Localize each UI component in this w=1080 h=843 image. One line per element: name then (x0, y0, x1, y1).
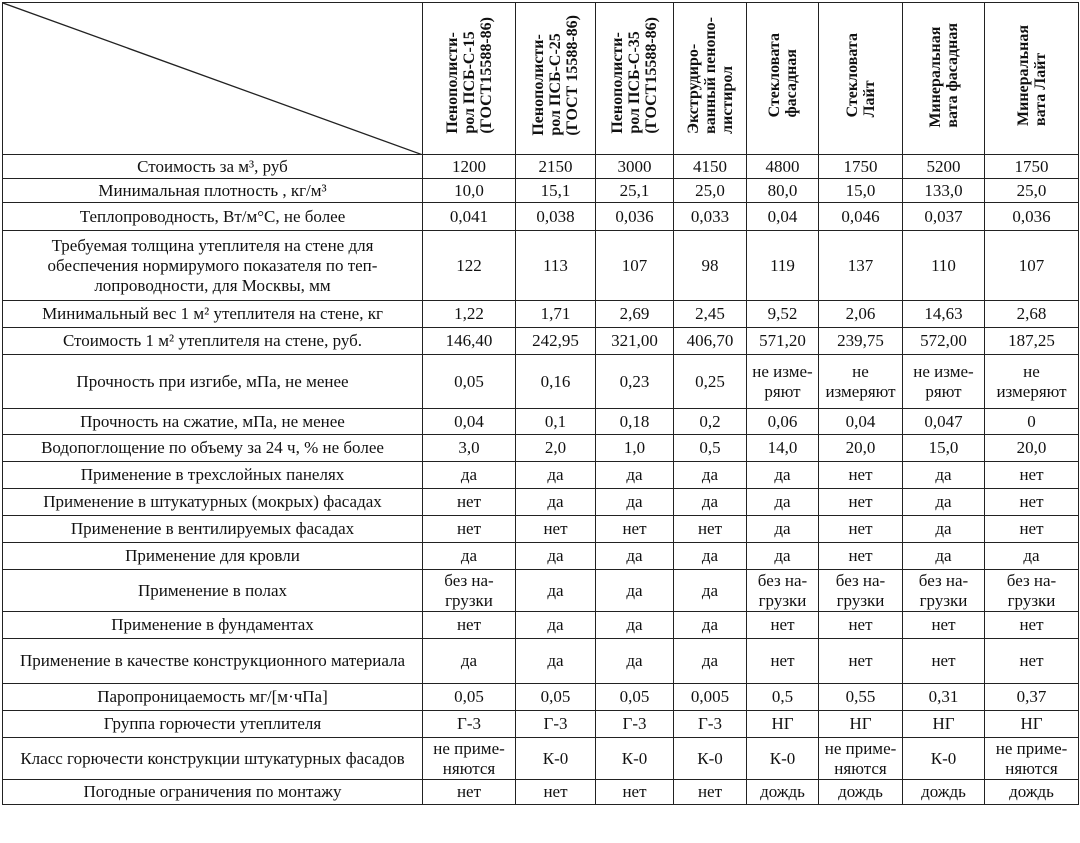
table-cell: К-0 (747, 738, 819, 780)
table-cell: нет (423, 780, 516, 805)
table-cell: нет (819, 516, 903, 543)
table-body (3, 155, 1079, 805)
column-header (903, 3, 985, 155)
table-cell: 0,005 (674, 684, 747, 711)
table-cell: 20,0 (985, 435, 1079, 462)
column-header (596, 3, 674, 155)
column-header (423, 3, 516, 155)
table-row (3, 489, 1079, 516)
corner-diagonal (3, 3, 423, 155)
table-cell: 14,63 (903, 301, 985, 328)
table-row (3, 612, 1079, 639)
table-cell: нет (819, 639, 903, 684)
table-cell: да (747, 543, 819, 570)
table-cell: 0,04 (747, 203, 819, 231)
table-cell: 98 (674, 231, 747, 301)
table-cell: 0,18 (596, 409, 674, 435)
table-row (3, 328, 1079, 355)
table-cell: 2,06 (819, 301, 903, 328)
table-cell: 0,05 (423, 355, 516, 409)
table-cell: 1,71 (516, 301, 596, 328)
table-cell: 137 (819, 231, 903, 301)
table-cell: 110 (903, 231, 985, 301)
table-cell: нет (747, 612, 819, 639)
table-cell: нет (985, 639, 1079, 684)
table-cell: 239,75 (819, 328, 903, 355)
table-cell: 0,1 (516, 409, 596, 435)
row-label: Стоимость за м³, руб (3, 155, 423, 179)
table-cell: 1750 (819, 155, 903, 179)
table-cell: 242,95 (516, 328, 596, 355)
table-cell: 25,1 (596, 179, 674, 203)
table-cell: да (423, 462, 516, 489)
insulation-comparison-table (2, 2, 1079, 805)
table-cell: да (903, 516, 985, 543)
row-label: Минимальный вес 1 м² утеплителя на стене, кг (3, 301, 423, 328)
table-cell: 107 (985, 231, 1079, 301)
table-cell: 0,16 (516, 355, 596, 409)
table-cell: 107 (596, 231, 674, 301)
table-cell: 0,06 (747, 409, 819, 435)
table-cell: 0,05 (423, 684, 516, 711)
table-cell: да (516, 570, 596, 612)
table-cell: да (674, 639, 747, 684)
column-header-label: Минеральная вата Лайт (1014, 25, 1049, 126)
table-row (3, 409, 1079, 435)
table-row (3, 639, 1079, 684)
table-cell: не изме-ряют (903, 355, 985, 409)
table-cell: да (596, 639, 674, 684)
table-cell: 80,0 (747, 179, 819, 203)
table-cell: нет (903, 639, 985, 684)
table-cell: нет (674, 516, 747, 543)
table-cell: да (516, 489, 596, 516)
table-cell: нет (985, 462, 1079, 489)
column-header (747, 3, 819, 155)
table-cell: да (674, 462, 747, 489)
header-row (3, 3, 1079, 155)
table-cell: да (674, 570, 747, 612)
table-cell: 1200 (423, 155, 516, 179)
table-row (3, 203, 1079, 231)
table-cell: нет (985, 489, 1079, 516)
table-cell: нет (516, 516, 596, 543)
table-cell: нет (516, 780, 596, 805)
table-cell: 406,70 (674, 328, 747, 355)
table-cell: да (596, 570, 674, 612)
table-cell: без на-грузки (819, 570, 903, 612)
row-label: Применение в фундаментах (3, 612, 423, 639)
table-cell: 9,52 (747, 301, 819, 328)
table-row (3, 570, 1079, 612)
table-cell: да (596, 462, 674, 489)
table-cell: да (674, 612, 747, 639)
table-cell: К-0 (674, 738, 747, 780)
table-cell: 0,036 (985, 203, 1079, 231)
row-label: Прочность на сжатие, мПа, не менее (3, 409, 423, 435)
table-cell: да (747, 489, 819, 516)
table-cell: Г-3 (596, 711, 674, 738)
row-label: Применение в полах (3, 570, 423, 612)
table-cell: да (674, 543, 747, 570)
table-cell: 0,25 (674, 355, 747, 409)
column-header-label: Стекловата фасадная (765, 33, 800, 118)
row-label: Применение для кровли (3, 543, 423, 570)
table-cell: нет (985, 516, 1079, 543)
table-row (3, 780, 1079, 805)
table-cell: да (596, 612, 674, 639)
table-cell: нет (674, 780, 747, 805)
row-label: Прочность при изгибе, мПа, не менее (3, 355, 423, 409)
table-cell: 15,1 (516, 179, 596, 203)
table-cell: К-0 (516, 738, 596, 780)
table-cell: нет (423, 516, 516, 543)
table-cell: 15,0 (903, 435, 985, 462)
table-cell: без на-грузки (423, 570, 516, 612)
table-cell: 0,036 (596, 203, 674, 231)
table-cell: да (747, 516, 819, 543)
table-cell: да (985, 543, 1079, 570)
table-cell: нет (423, 612, 516, 639)
table-cell: 572,00 (903, 328, 985, 355)
table-cell: не измеряют (819, 355, 903, 409)
table-cell: да (903, 489, 985, 516)
table-row (3, 684, 1079, 711)
table-cell: 0,047 (903, 409, 985, 435)
row-label: Минимальная плотность , кг/м³ (3, 179, 423, 203)
table-cell: без на-грузки (903, 570, 985, 612)
table-cell: 2150 (516, 155, 596, 179)
table-cell: 3000 (596, 155, 674, 179)
table-cell: без на-грузки (747, 570, 819, 612)
table-cell: да (903, 462, 985, 489)
table-cell: 0,05 (516, 684, 596, 711)
table-cell: 0,05 (596, 684, 674, 711)
table-cell: 187,25 (985, 328, 1079, 355)
row-label: Применение в вентилируемых фасадах (3, 516, 423, 543)
table-cell: 25,0 (985, 179, 1079, 203)
table-row (3, 231, 1079, 301)
table-cell: 571,20 (747, 328, 819, 355)
column-header-label: Стекловата Лайт (843, 33, 878, 118)
table-cell: не приме-няются (423, 738, 516, 780)
table-cell: 0,2 (674, 409, 747, 435)
table-cell: 0,033 (674, 203, 747, 231)
table-cell: дождь (985, 780, 1079, 805)
table-cell: 133,0 (903, 179, 985, 203)
table-cell: 0,5 (747, 684, 819, 711)
table-cell: 14,0 (747, 435, 819, 462)
table-cell: да (596, 543, 674, 570)
table-cell: НГ (985, 711, 1079, 738)
table-cell: нет (819, 489, 903, 516)
table-cell: да (516, 462, 596, 489)
row-label: Теплопроводность, Вт/м°С, не более (3, 203, 423, 231)
row-label: Применение в штукатурных (мокрых) фасадах (3, 489, 423, 516)
table-cell: да (903, 543, 985, 570)
table-cell: нет (819, 462, 903, 489)
table-cell: 0,041 (423, 203, 516, 231)
table-cell: дождь (819, 780, 903, 805)
table-cell: не измеряют (985, 355, 1079, 409)
row-label: Стоимость 1 м² утеплителя на стене, руб. (3, 328, 423, 355)
corner-cell (3, 3, 423, 155)
table-cell: 146,40 (423, 328, 516, 355)
table-cell: без на-грузки (985, 570, 1079, 612)
table-cell: да (423, 639, 516, 684)
table-cell: 0,5 (674, 435, 747, 462)
table-cell: нет (985, 612, 1079, 639)
column-header (985, 3, 1079, 155)
row-label: Водопоглощение по объему за 24 ч, % не более (3, 435, 423, 462)
table-cell: 113 (516, 231, 596, 301)
table-cell: 119 (747, 231, 819, 301)
table-cell: да (516, 543, 596, 570)
table-cell: 25,0 (674, 179, 747, 203)
table-cell: 0,31 (903, 684, 985, 711)
table-cell: да (674, 489, 747, 516)
table-cell: 0,04 (423, 409, 516, 435)
table-cell: 0,046 (819, 203, 903, 231)
table-row (3, 301, 1079, 328)
table-cell: нет (596, 780, 674, 805)
table-row (3, 155, 1079, 179)
column-header-label: Пенополисти- рол ПСБ-С-15 (ГОСТ15588-86) (443, 17, 495, 134)
table-cell: да (516, 639, 596, 684)
row-label: Применение в качестве конструкционного материала (3, 639, 423, 684)
table-cell: нет (747, 639, 819, 684)
table-cell: К-0 (596, 738, 674, 780)
table-cell: 0,55 (819, 684, 903, 711)
table-cell: 2,0 (516, 435, 596, 462)
row-label: Паропроницаемость мг/[м·чПа] (3, 684, 423, 711)
table-cell: 0,037 (903, 203, 985, 231)
table-cell: не приме-няются (985, 738, 1079, 780)
table-cell: нет (596, 516, 674, 543)
table-cell: нет (819, 543, 903, 570)
table-cell: Г-3 (516, 711, 596, 738)
table-cell: 1,22 (423, 301, 516, 328)
table-cell: 1750 (985, 155, 1079, 179)
table-cell: 0,038 (516, 203, 596, 231)
table-row (3, 179, 1079, 203)
table-cell: 20,0 (819, 435, 903, 462)
table-cell: Г-3 (423, 711, 516, 738)
table-cell: 2,45 (674, 301, 747, 328)
table-row (3, 711, 1079, 738)
table-cell: 2,68 (985, 301, 1079, 328)
table-cell: нет (819, 612, 903, 639)
row-label: Погодные ограничения по монтажу (3, 780, 423, 805)
table-cell: да (596, 489, 674, 516)
table-cell: НГ (903, 711, 985, 738)
row-label: Класс горючести конструкции штукатурных фасадов (3, 738, 423, 780)
table-cell: 15,0 (819, 179, 903, 203)
table-cell: 4150 (674, 155, 747, 179)
table-cell: нет (423, 489, 516, 516)
row-label: Группа горючести утеплителя (3, 711, 423, 738)
table-cell: Г-3 (674, 711, 747, 738)
table-cell: 0 (985, 409, 1079, 435)
row-label: Применение в трехслойных панелях (3, 462, 423, 489)
table-cell: 1,0 (596, 435, 674, 462)
table-cell: не приме-няются (819, 738, 903, 780)
table-cell: 5200 (903, 155, 985, 179)
table-cell: НГ (819, 711, 903, 738)
table-cell: НГ (747, 711, 819, 738)
column-header-label: Экструдиро- ванный пенопо- листирол (684, 17, 736, 134)
table-cell: да (516, 612, 596, 639)
table-cell: 321,00 (596, 328, 674, 355)
table-cell: 3,0 (423, 435, 516, 462)
table-cell: не изме-ряют (747, 355, 819, 409)
table-cell: нет (903, 612, 985, 639)
table-cell: К-0 (903, 738, 985, 780)
table-cell: 122 (423, 231, 516, 301)
column-header-label: Пенополисти- рол ПСБ-С-25 (ГОСТ 15588-86) (530, 15, 581, 136)
table-row (3, 738, 1079, 780)
table-cell: дождь (747, 780, 819, 805)
column-header (674, 3, 747, 155)
column-header (516, 3, 596, 155)
table-cell: дождь (903, 780, 985, 805)
table-cell: 0,23 (596, 355, 674, 409)
column-header-label: Пенополисти- рол ПСБ-С-35 (ГОСТ15588-86) (609, 17, 660, 134)
table-cell: 0,04 (819, 409, 903, 435)
table-cell: 4800 (747, 155, 819, 179)
column-header-label: Минеральная вата фасадная (926, 23, 961, 128)
table-row (3, 462, 1079, 489)
table-cell: 0,37 (985, 684, 1079, 711)
column-header (819, 3, 903, 155)
table-cell: 10,0 (423, 179, 516, 203)
table-row (3, 355, 1079, 409)
table-row (3, 543, 1079, 570)
table-cell: да (423, 543, 516, 570)
row-label: Требуемая толщина утеплителя на стене для обеспечения нормирумого показателя по теп-лопроводности, для Москвы, мм (3, 231, 423, 301)
table-row (3, 516, 1079, 543)
table-cell: да (747, 462, 819, 489)
table-row (3, 435, 1079, 462)
table-cell: 2,69 (596, 301, 674, 328)
